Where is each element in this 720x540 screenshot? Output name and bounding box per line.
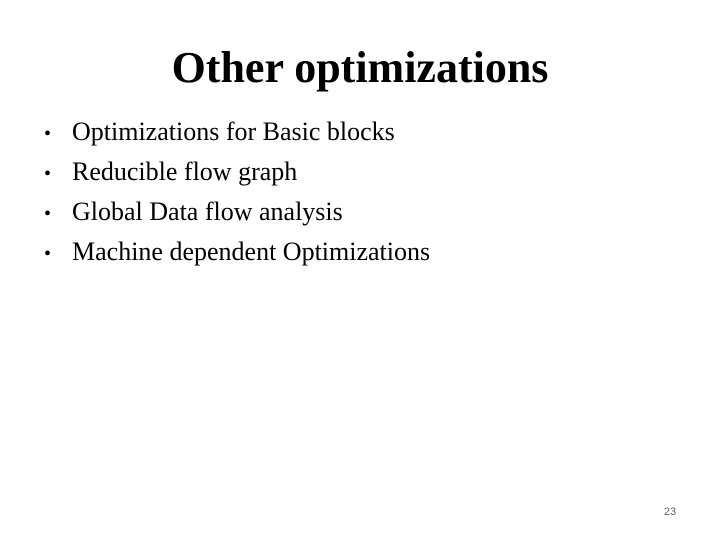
bullet-text: Reducible flow graph — [72, 157, 298, 186]
bullet-item — [44, 232, 430, 272]
bullet-item — [44, 112, 430, 152]
bullet-marker: • — [44, 163, 52, 185]
page-number: 23 — [663, 506, 677, 518]
bullet-marker: • — [44, 123, 52, 145]
bullet-text: Global Data flow analysis — [72, 197, 343, 226]
bullet-list — [44, 112, 430, 272]
bullet-marker: • — [44, 203, 52, 225]
bullet-text: Optimizations for Basic blocks — [72, 117, 395, 146]
bullet-marker: • — [44, 243, 52, 265]
bullet-item — [44, 192, 430, 232]
bullet-item — [44, 152, 430, 192]
bullet-text: Machine dependent Optimizations — [72, 237, 431, 266]
slide-title: Other optimizations — [171, 43, 549, 92]
